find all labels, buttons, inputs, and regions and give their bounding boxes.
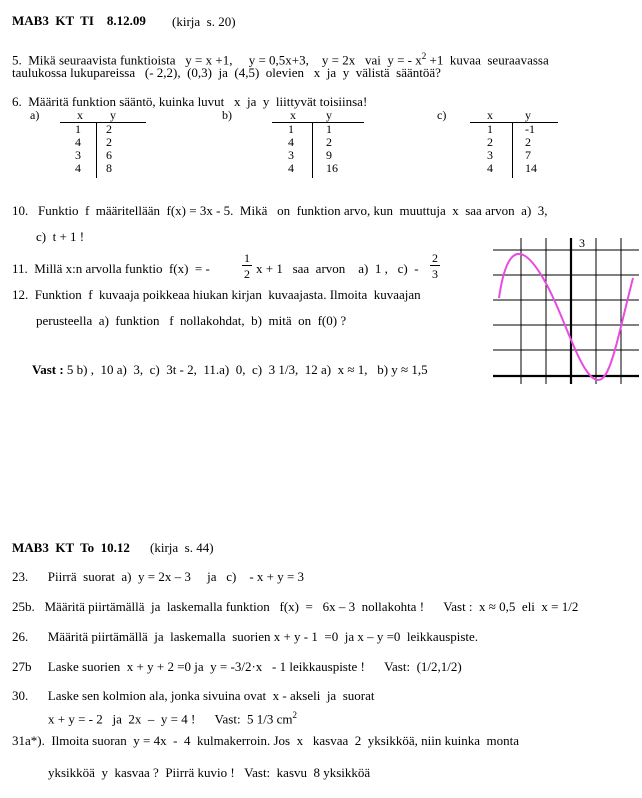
table-cell: 3 [288,148,294,162]
q11-pre: 11. Millä x:n arvolla funktio f(x) = - [12,261,210,276]
table-a [60,109,146,179]
q11-frac2-num: 2 [432,251,438,265]
table-cell: 2 [326,135,332,149]
q6-text: 6. Määritä funktion sääntö, kuinka luvut x ja y liittyvät toisiinsa! [12,94,368,109]
table-cell: 8 [106,161,112,175]
table-cell: 3 [75,148,81,162]
table-b-head-y: y [326,108,332,122]
answers-line [32,363,428,376]
q30-line2: x + y = - 2 ja 2x – y = 4 ! Vast: 5 1/3 $cm^2$ [48,710,298,727]
graph-top-label: 3 [579,238,585,250]
table-cell: 3 [487,148,493,162]
table-cell: 4 [75,161,81,175]
answers-text: 5 b) , 10 a) 3, c) 3t - 2, 11.a) 0, c) 3 1/3, 12 a) x ≈ 1, b) y ≈ 1,5 [63,362,428,377]
q10-line1: 10. Funktio f määritellään f(x) = 3x - 5. Mikä on funktion arvo, kun muuttuja x saa arvon a) 3, [12,203,548,218]
table-cell: 9 [326,148,332,162]
q26: 26. Määritä piirtämällä ja laskemalla suorien x + y - 1 =0 ja x – y =0 leikkauspiste. [12,629,479,644]
q11-frac1-den: 2 [244,267,250,281]
table-c-divider [512,123,513,178]
q11-frac2-den: 3 [432,267,438,281]
table-cell: 14 [525,161,537,175]
table-a-rule [60,122,146,123]
q31a-line1: 31a*). Ilmoita suoran y = 4x - 4 kulmakerroin. Jos x kasvaa 2 yksikköä, niin kuinka monta [12,733,520,748]
section2-title: MAB3 KT To 10.12 [12,540,130,555]
table-c-head-y: y [525,108,531,122]
table-b-rule [272,122,364,123]
table-c-label: c) [437,108,447,122]
q11-frac1-num: 1 [244,251,250,265]
table-cell: 1 [326,122,332,136]
table-b-head-x: x [290,108,296,122]
graph-grid [493,238,639,384]
table-a-head-x: x [77,108,83,122]
table-cell: 1 [75,122,81,136]
table-b-label: b) [222,108,232,122]
table-cell: 2 [106,135,112,149]
table-a-divider [96,123,97,178]
q31a-line2: yksikköä y kasvaa ? Piirrä kuvio ! Vast: kasvu 8 yksikköä [48,765,371,780]
table-cell: 4 [288,161,294,175]
table-cell: 4 [288,135,294,149]
table-c [470,109,558,179]
q25b: 25b. Määritä piirtämällä ja laskemalla funktion f(x) = 6x – 3 nollakohta ! Vast : x ≈ 0,5 eli x = 1/2 [12,599,579,614]
q11-frac2-bar [430,265,440,266]
q5-line2: taulukossa lukupareissa (- 2,2), (0,3) ja (4,5) olevien x ja y välistä sääntöä? [12,65,441,80]
section1-title: MAB3 KT TI 8.12.09 [12,13,146,28]
section1-book-ref: (kirja s. 20) [172,14,236,29]
function-graph [493,238,639,384]
q12-line2: perusteella a) funktion f nollakohdat, b) mitä on f(0) ? [36,313,347,328]
table-c-head-x: x [487,108,493,122]
table-cell: 6 [106,148,112,162]
table-cell: 1 [487,122,493,136]
q27b: 27b Laske suorien x + y + 2 =0 ja y = -3/2·x - 1 leikkauspiste ! Vast: (1/2,1/2) [12,659,462,674]
table-b [272,109,364,179]
q11-frac1-bar [242,265,252,266]
table-a-label: a) [30,108,40,122]
q12-line1: 12. Funktion f kuvaaja poikkeaa hiukan kirjan kuvaajasta. Ilmoita kuvaajan [12,287,421,302]
q30-line1: 30. Laske sen kolmion ala, jonka sivuina ovat x - akseli ja suorat [12,688,375,703]
table-cell: 4 [75,135,81,149]
table-c-rule [470,122,558,123]
table-b-divider [312,123,313,178]
table-cell: 2 [487,135,493,149]
q10-line2: c) t + 1 ! [36,229,85,244]
table-cell: 1 [288,122,294,136]
q5-line1: 5. Mikä seuraavista funktioista y = x +1, y = 0,5x+3, y = 2x vai y = - $x^2 +1$ kuvaa seuraavassa [12,51,549,68]
table-cell: 16 [326,161,338,175]
q11-mid: x + 1 saa arvon a) 1 , c) - [256,261,419,276]
graph-curve [499,254,633,380]
table-cell: -1 [525,122,535,136]
answers-label: Vast : [32,362,64,377]
table-cell: 2 [525,135,531,149]
section2-book-ref: (kirja s. 44) [150,540,214,555]
table-cell: 2 [106,122,112,136]
table-cell: 4 [487,161,493,175]
table-cell: 7 [525,148,531,162]
q23: 23. Piirrä suorat a) y = 2x – 3 ja c) - x + y = 3 [12,569,305,584]
table-a-head-y: y [110,108,116,122]
